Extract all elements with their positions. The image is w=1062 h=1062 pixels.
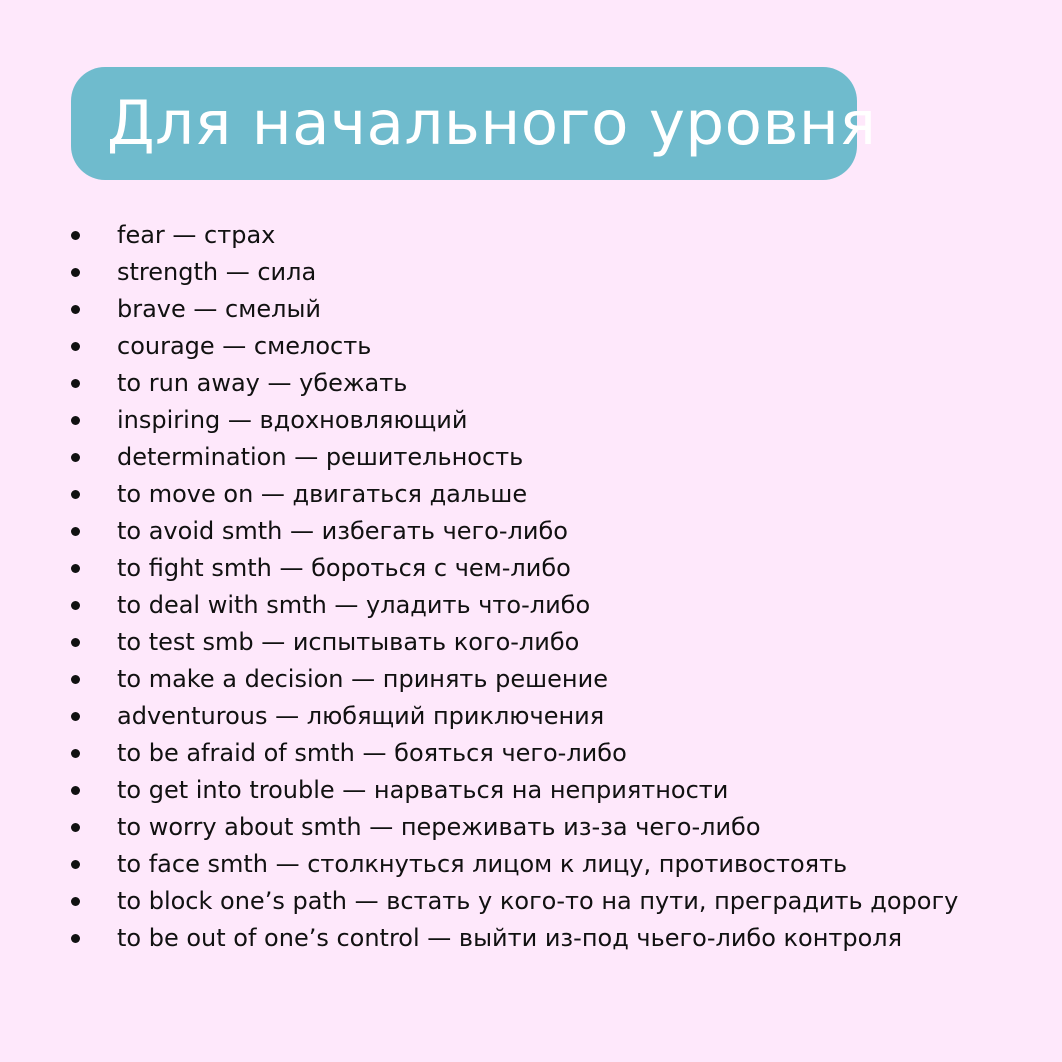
vocab-term: to get into trouble — нарваться на неприятности xyxy=(117,776,729,804)
list-item xyxy=(0,772,1062,809)
bullet-icon xyxy=(71,416,80,425)
vocab-term: adventurous — любящий приключения xyxy=(117,702,605,730)
vocab-term: to avoid smth — избегать чего-либо xyxy=(117,517,568,545)
list-item xyxy=(0,402,1062,439)
list-item xyxy=(0,328,1062,365)
bullet-icon xyxy=(71,527,80,536)
vocab-term: fear — страх xyxy=(117,221,276,249)
vocab-term: to block one’s path — встать у кого-то на пути, преградить дорогу xyxy=(117,887,959,915)
bullet-icon xyxy=(71,675,80,684)
vocab-term: strength — сила xyxy=(117,258,317,286)
list-item xyxy=(0,365,1062,402)
vocab-term: courage — смелость xyxy=(117,332,372,360)
list-item xyxy=(0,846,1062,883)
vocab-term: to run away — убежать xyxy=(117,369,408,397)
list-item xyxy=(0,254,1062,291)
vocab-term: to move on — двигаться дальше xyxy=(117,480,528,508)
bullet-icon xyxy=(71,453,80,462)
bullet-icon xyxy=(71,231,80,240)
bullet-icon xyxy=(71,823,80,832)
bullet-icon xyxy=(71,342,80,351)
page-title: Для начального уровня xyxy=(107,88,877,159)
list-item xyxy=(0,920,1062,957)
list-item xyxy=(0,661,1062,698)
bullet-icon xyxy=(71,712,80,721)
vocab-term: to be out of one’s control — выйти из-под чьего-либо контроля xyxy=(117,924,903,952)
list-item xyxy=(0,513,1062,550)
vocab-term: to deal with smth — уладить что-либо xyxy=(117,591,591,619)
bullet-icon xyxy=(71,490,80,499)
bullet-icon xyxy=(71,860,80,869)
list-item xyxy=(0,809,1062,846)
bullet-icon xyxy=(71,749,80,758)
bullet-icon xyxy=(71,638,80,647)
list-item xyxy=(0,550,1062,587)
bullet-icon xyxy=(71,601,80,610)
vocab-term: inspiring — вдохновляющий xyxy=(117,406,468,434)
vocabulary-list xyxy=(0,217,1062,957)
vocab-term: to be afraid of smth — бояться чего-либо xyxy=(117,739,627,767)
vocab-term: to test smb — испытывать кого-либо xyxy=(117,628,580,656)
title-banner xyxy=(71,67,877,180)
vocab-term: to face smth — столкнуться лицом к лицу, противостоять xyxy=(117,850,848,878)
list-item xyxy=(0,735,1062,772)
bullet-icon xyxy=(71,268,80,277)
list-item xyxy=(0,291,1062,328)
vocab-term: to fight smth — бороться с чем-либо xyxy=(117,554,571,582)
bullet-icon xyxy=(71,897,80,906)
bullet-icon xyxy=(71,786,80,795)
vocab-term: to worry about smth — переживать из-за чего-либо xyxy=(117,813,761,841)
list-item xyxy=(0,217,1062,254)
list-item xyxy=(0,587,1062,624)
bullet-icon xyxy=(71,564,80,573)
bullet-icon xyxy=(71,934,80,943)
list-item xyxy=(0,624,1062,661)
list-item xyxy=(0,883,1062,920)
list-item xyxy=(0,476,1062,513)
bullet-icon xyxy=(71,305,80,314)
vocab-term: brave — смелый xyxy=(117,295,321,323)
list-item xyxy=(0,698,1062,735)
bullet-icon xyxy=(71,379,80,388)
vocab-term: to make a decision — принять решение xyxy=(117,665,608,693)
vocab-term: determination — решительность xyxy=(117,443,524,471)
list-item xyxy=(0,439,1062,476)
